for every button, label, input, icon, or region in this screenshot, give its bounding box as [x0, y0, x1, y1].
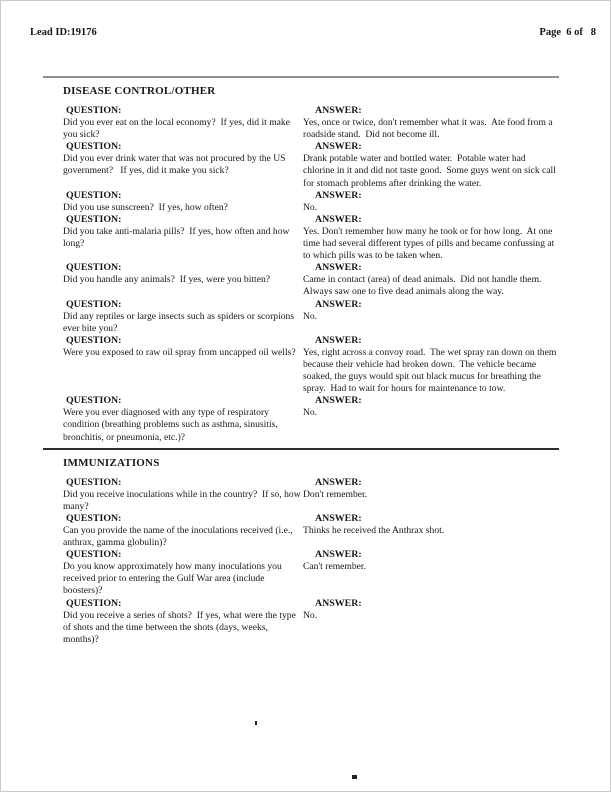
question-column: [63, 299, 303, 335]
answer-label: ANSWER:: [315, 298, 362, 310]
question-text: Did you ever eat on the local economy? If yes, did it make you sick?: [63, 117, 293, 141]
qa-item: [63, 598, 559, 646]
qa-item: [63, 335, 559, 395]
page-number: Page 6 of 8: [539, 27, 596, 38]
answer-text: No.: [303, 609, 318, 621]
section: [43, 457, 559, 646]
question-label: QUESTION:: [66, 105, 122, 116]
answer-column: [303, 513, 559, 549]
answer-text: Thinks he received the Anthrax shot.: [303, 525, 445, 536]
question-text: Were you exposed to raw oil spray from uncapped oil wells?: [63, 346, 296, 358]
question-label: QUESTION:: [66, 597, 122, 609]
question-column: [63, 141, 303, 189]
section-divider: [43, 76, 559, 78]
answer-label: ANSWER:: [315, 476, 362, 488]
answer-column: [303, 141, 559, 189]
question-text: Were you ever diagnosed with any type of respiratory condition (breathing problems such as asthma, sinusitis, bronchitis, or pneumonia, etc.)?: [63, 407, 281, 443]
answer-column: [303, 214, 559, 262]
qa-item: [63, 262, 559, 298]
answer-label: ANSWER:: [315, 597, 362, 609]
answer-column: [303, 190, 559, 214]
qa-item: [63, 214, 559, 262]
question-column: [63, 105, 303, 141]
qa-item: [63, 141, 559, 189]
answer-text: No.: [303, 201, 318, 213]
question-column: [63, 395, 303, 443]
answer-label: ANSWER:: [315, 549, 362, 561]
answer-text: Yes. Don't remember how many he took or for how long. At one time had several different types of pills and became confussing at to which pills was to be taken when.: [303, 225, 557, 262]
section: [43, 85, 559, 444]
qa-item: [63, 395, 559, 443]
answer-text: Drank potable water and bottled water. Potable water had chlorine in it and did not taste good. Some guys went on sick call for stomach problems after drinking the water.: [303, 153, 559, 189]
answer-label: ANSWER:: [315, 395, 362, 407]
question-text: Can you provide the name of the inoculations received (i.e., anthrax, gamma globulin)?: [63, 525, 296, 549]
question-text: Did you use sunscreen? If yes, how often?: [63, 201, 228, 213]
question-text: Did you receive inoculations while in the country? If so, how many?: [63, 488, 304, 512]
question-text: Did you handle any animals? If yes, were you bitten?: [63, 274, 271, 286]
question-column: [63, 513, 303, 549]
question-label: QUESTION:: [66, 298, 122, 310]
question-label: QUESTION:: [66, 395, 122, 407]
question-label: QUESTION:: [66, 512, 122, 524]
question-column: [63, 190, 303, 214]
answer-column: [303, 598, 559, 646]
answer-label: ANSWER:: [315, 189, 362, 201]
question-label: QUESTION:: [66, 549, 122, 561]
qa-item: [63, 549, 559, 597]
answer-text: Can't remember.: [303, 561, 367, 573]
answer-column: [303, 395, 559, 443]
answer-text: No.: [303, 310, 318, 322]
section-title: DISEASE CONTROL/OTHER: [63, 85, 216, 97]
answer-label: ANSWER:: [315, 334, 362, 346]
question-column: [63, 598, 303, 646]
question-text: Did you ever drink water that was not procured by the US government? If yes, did it make you sick?: [63, 153, 288, 177]
qa-item: [63, 190, 559, 214]
question-text: Did you take anti-malaria pills? If yes, how often and how long?: [63, 225, 292, 250]
lead-id: Lead ID:19176: [30, 27, 97, 38]
answer-label: ANSWER:: [315, 512, 362, 524]
answer-column: [303, 299, 559, 335]
answer-text: Came in contact (area) of dead animals. Did not handle them. Always saw one to five dead animals along the way.: [303, 274, 546, 298]
question-column: [63, 335, 303, 395]
question-label: QUESTION:: [66, 213, 122, 225]
answer-label: ANSWER:: [315, 213, 362, 225]
answer-column: [303, 105, 559, 141]
qa-item: [63, 299, 559, 335]
answer-column: [303, 477, 559, 513]
question-text: Do you know approximately how many inoculations you received prior to entering the Gulf War area (include boosters)?: [63, 561, 285, 597]
answer-column: [303, 549, 559, 597]
question-label: QUESTION:: [66, 262, 122, 274]
answer-column: [303, 335, 559, 395]
qa-item: [63, 477, 559, 513]
answer-text: Yes, right across a convoy road. The wet spray ran down on them because their vehicle had broken down. The vehicle became soaked, the guys would spit out black mucus for breathing the spray. Had to wait for hours for maintenance to tow.: [303, 346, 559, 395]
question-column: [63, 262, 303, 298]
question-column: [63, 477, 303, 513]
scan-artifact-dot: [255, 721, 257, 725]
answer-label: ANSWER:: [315, 105, 362, 116]
scan-artifact-dot: [352, 775, 357, 779]
answer-label: ANSWER:: [315, 262, 362, 274]
answer-column: [303, 262, 559, 298]
section-divider: [43, 448, 559, 450]
answer-text: Yes, once or twice, don't remember what it was. Ate food from a roadside stand. Did not become ill.: [303, 117, 556, 141]
question-column: [63, 214, 303, 262]
question-text: Did you receive a series of shots? If yes, what were the type of shots and the time between the shots (days, weeks, months)?: [63, 609, 299, 645]
question-label: QUESTION:: [66, 334, 122, 346]
question-label: QUESTION:: [66, 476, 122, 488]
qa-item: [63, 513, 559, 549]
document-body: [43, 71, 559, 646]
question-text: Did any reptiles or large insects such as spiders or scorpions ever bite you?: [63, 310, 297, 334]
question-label: QUESTION:: [66, 189, 122, 201]
page-header: [30, 27, 596, 39]
section-title: IMMUNIZATIONS: [63, 456, 160, 469]
qa-item: [63, 105, 559, 141]
answer-label: ANSWER:: [315, 141, 362, 153]
answer-text: Don't remember.: [303, 488, 368, 500]
question-column: [63, 549, 303, 597]
question-label: QUESTION:: [66, 141, 122, 153]
answer-text: No.: [303, 407, 318, 419]
